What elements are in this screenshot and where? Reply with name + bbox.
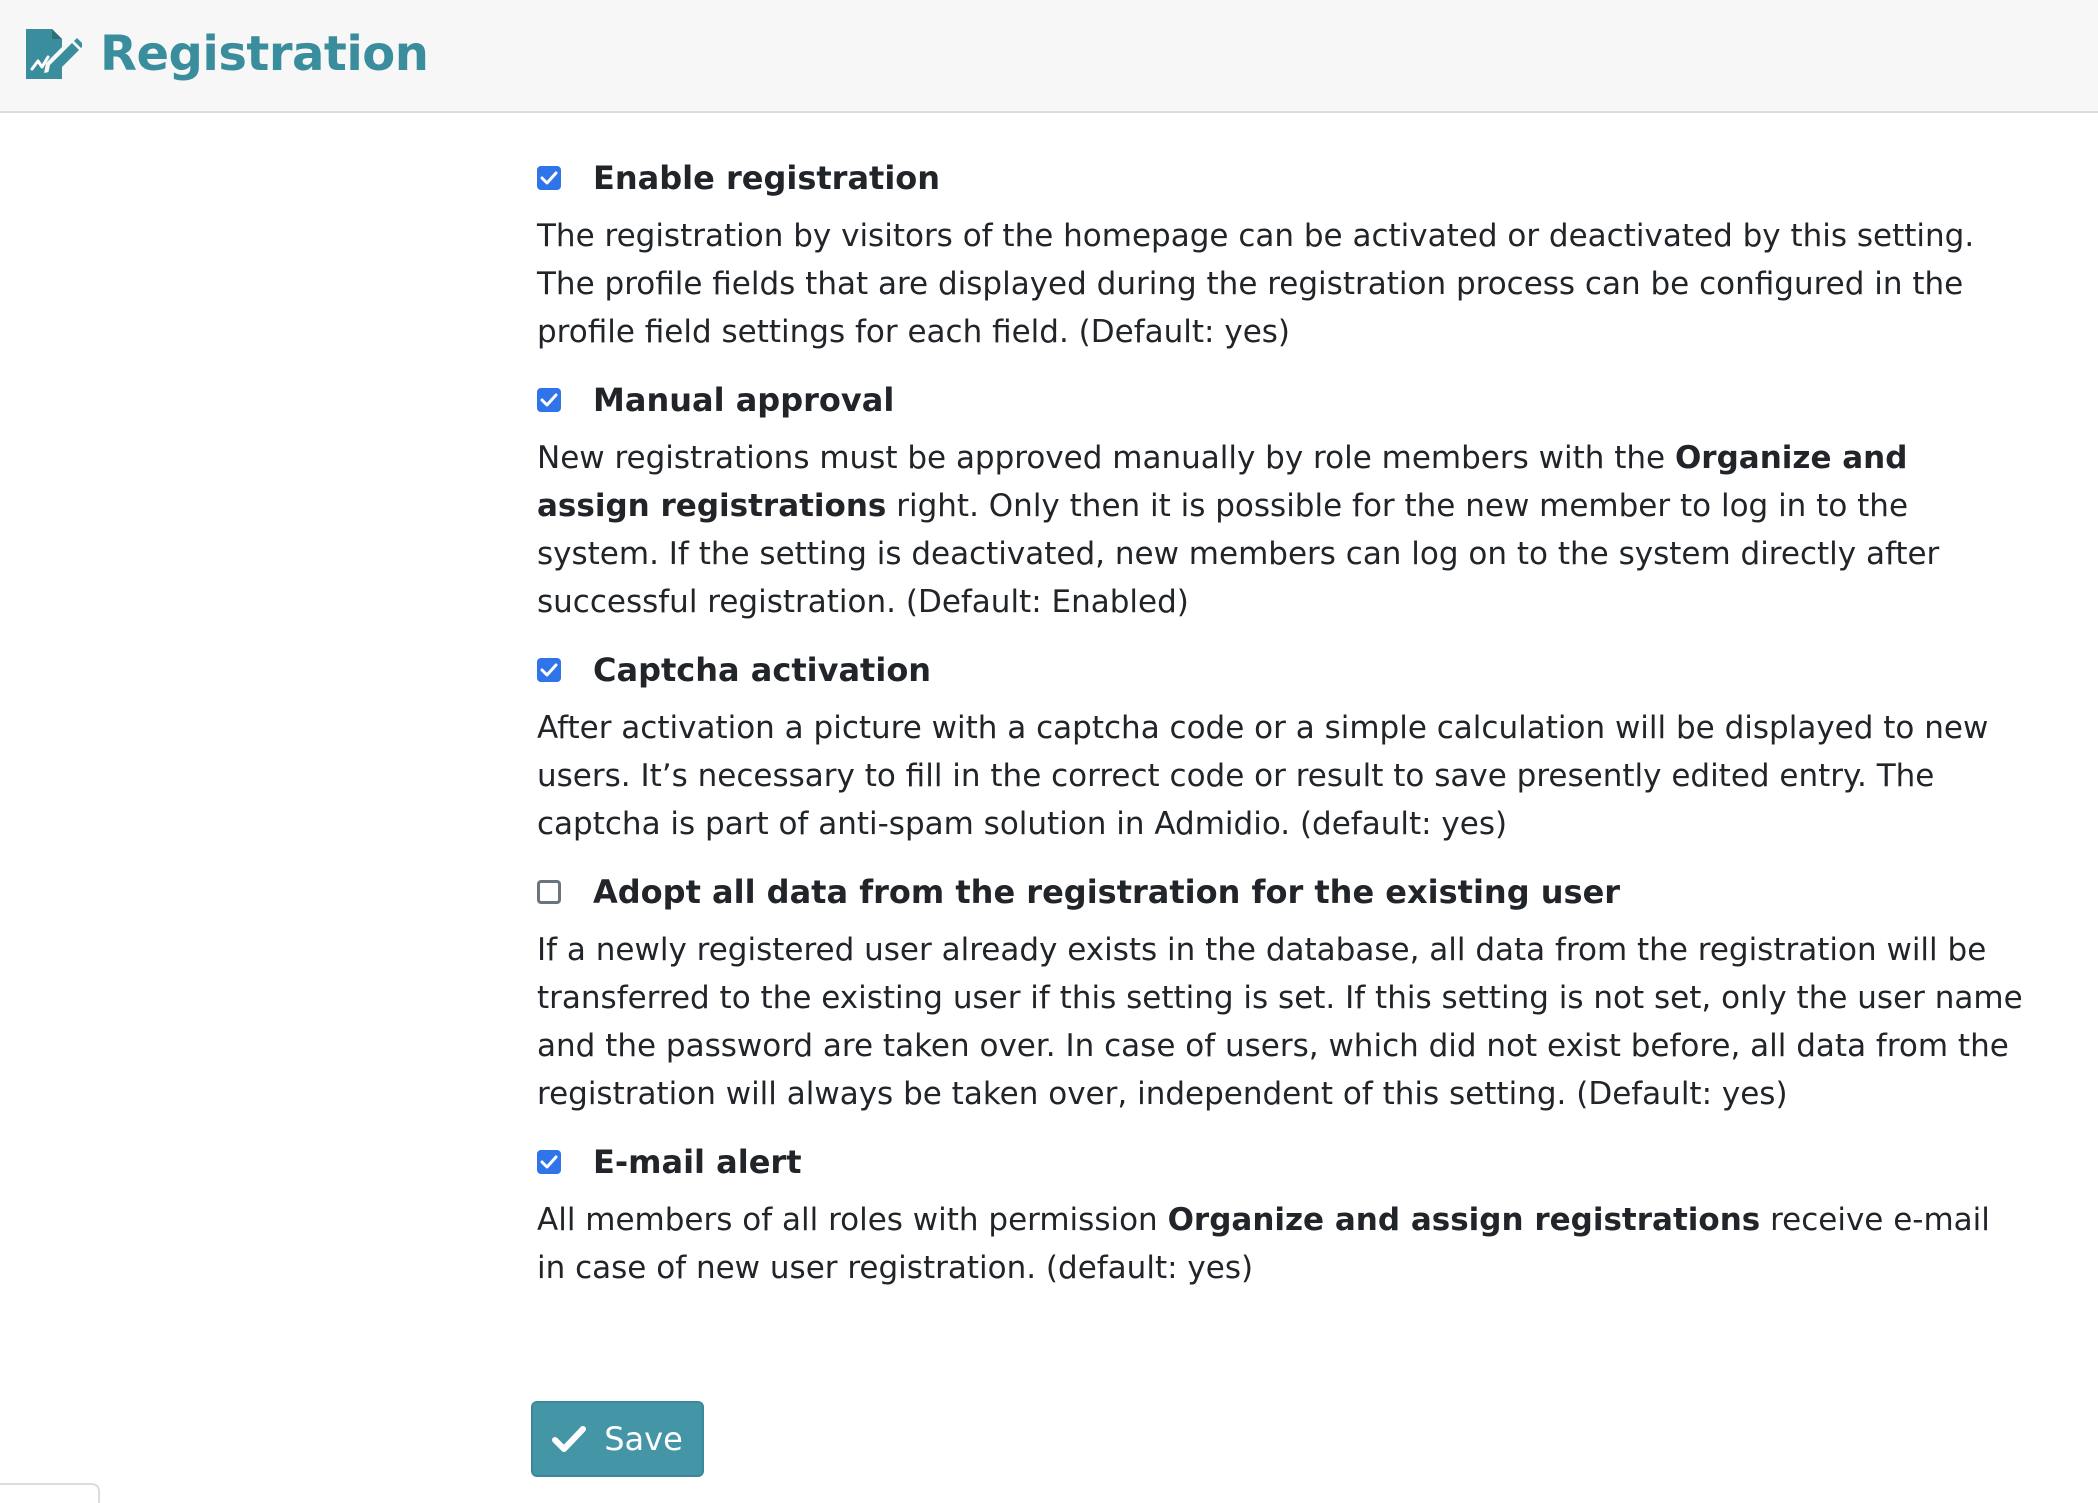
save-button[interactable] [531, 1401, 704, 1477]
checkmark-icon [552, 1425, 586, 1453]
page-header [0, 0, 2098, 113]
save-button-label: Save [604, 1420, 683, 1458]
description-text: right. Only then it is possible for the new member to log in to the system. If the setting is deactivated, new members can log on to the system directly after successful registration. (Default: Enabled) [537, 488, 1940, 620]
setting-item [537, 642, 2027, 848]
description-text: The registration by visitors of the homepage can be activated or deactivated by this setting. The profile fields that are displayed during the registration process can be configured in the profile field settings for each field. (Default: yes) [537, 218, 1975, 350]
description-emphasis: Organize and assign registrations [1167, 1202, 1761, 1238]
checkmark-icon [540, 392, 558, 408]
setting-label[interactable]: Captcha activation [593, 651, 932, 689]
setting-checkbox[interactable] [537, 166, 561, 190]
setting-label[interactable]: Adopt all data from the registration for the existing user [593, 873, 1621, 911]
setting-description [537, 434, 2027, 626]
setting-checkbox[interactable] [537, 658, 561, 682]
setting-label[interactable]: E-mail alert [593, 1143, 802, 1181]
checkmark-icon [540, 662, 558, 678]
setting-checkbox[interactable] [537, 880, 561, 904]
description-text: After activation a picture with a captcha code or a simple calculation will be displayed to new users. It’s necessary to fill in the correct code or result to save presently edited entry. The captcha is part of anti-spam solution in Admidio. (default: yes) [537, 710, 1989, 842]
corner-tab [0, 1483, 100, 1503]
setting-description [537, 212, 2027, 356]
setting-label[interactable]: Manual approval [593, 381, 895, 419]
setting-item [537, 150, 2027, 356]
setting-header [537, 642, 2027, 698]
setting-description [537, 1196, 2027, 1292]
description-text: If a newly registered user already exists in the database, all data from the registration will be transferred to the existing user if this setting is set. If this setting is not set, only the user name and the password are taken over. In case of users, which did not exist before, all data from the registration will always be taken over, independent of this setting. (Default: yes) [537, 932, 2023, 1112]
setting-header [537, 150, 2027, 206]
setting-description [537, 926, 2027, 1118]
setting-description [537, 704, 2027, 848]
setting-header [537, 372, 2027, 428]
registration-edit-icon [22, 27, 82, 81]
description-text: New registrations must be approved manually by role members with the [537, 440, 1675, 476]
description-text: All members of all roles with permission [537, 1202, 1168, 1238]
setting-checkbox[interactable] [537, 388, 561, 412]
setting-header [537, 864, 2027, 920]
setting-item [537, 864, 2027, 1118]
description-emphasis: Organize and assign registrations [537, 440, 1908, 524]
checkmark-icon [540, 1154, 558, 1170]
setting-item [537, 1134, 2027, 1292]
description-text: receive e-mail in case of new user registration. (default: yes) [537, 1202, 1990, 1286]
setting-label[interactable]: Enable registration [593, 159, 941, 197]
setting-header [537, 1134, 2027, 1190]
settings-list [537, 150, 2027, 1308]
setting-checkbox[interactable] [537, 1150, 561, 1174]
page-title: Registration [100, 26, 429, 82]
setting-item [537, 372, 2027, 626]
checkmark-icon [540, 170, 558, 186]
